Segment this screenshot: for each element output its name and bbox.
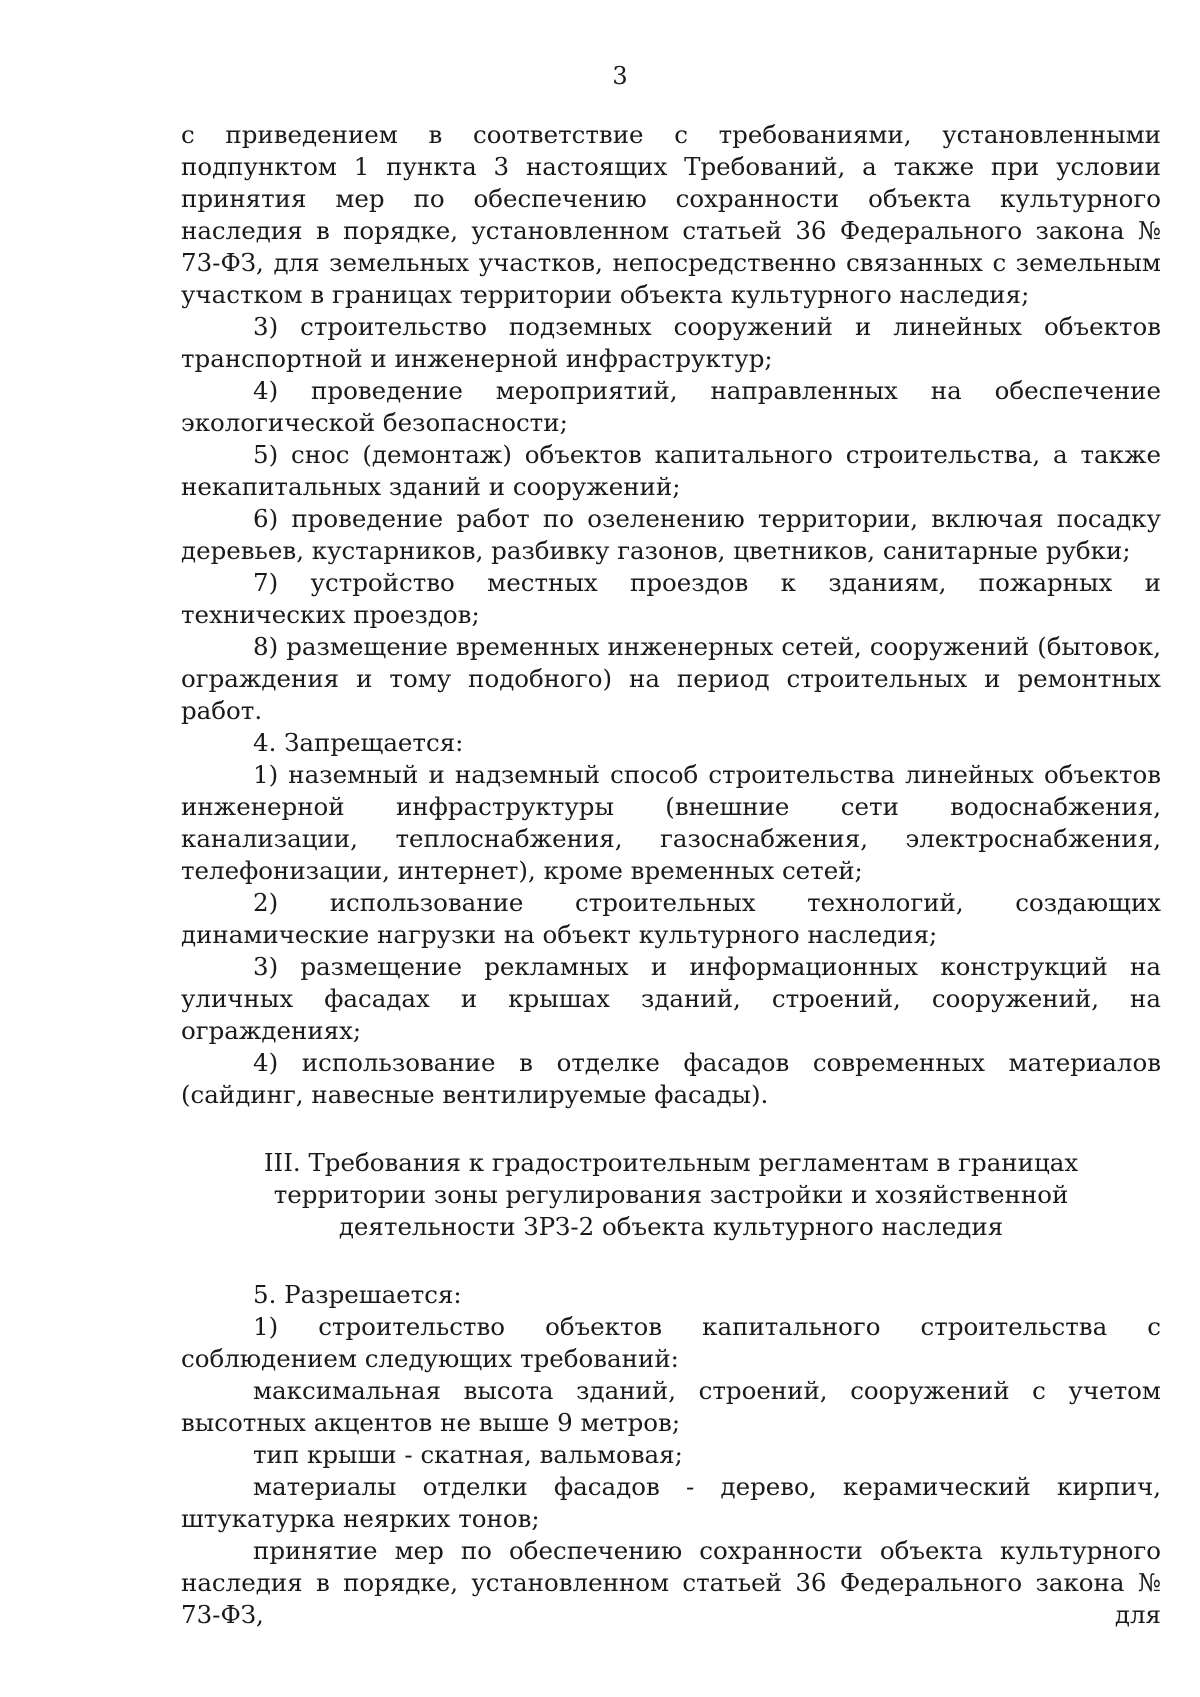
paragraph: с приведением в соответствие с требованиями, установленными подпунктом 1 пункта 3 настоящих Требований, а также при условии принятия мер по обеспечению сохранности объекта культурного наследия в порядке, установленном статьей 36 Федерального закона № 73-ФЗ, для земельных участков, непосредственно связанных с земельным участком в границах территории объекта культурного наследия; [181,120,1161,309]
paragraph: принятие мер по обеспечению сохранности объекта культурного наследия в порядке, установленном статьей 36 Федерального закона № 73-ФЗ, для [181,1536,1161,1629]
section-heading-line-1: III. Требования к градостроительным регламентам в границах [263,1148,1079,1177]
paragraph: 6) проведение работ по озеленению территории, включая посадку деревьев, кустарников, разбивку газонов, цветников, санитарные рубки; [181,504,1161,565]
paragraph: 1) наземный и надземный способ строительства линейных объектов инженерной инфраструктуры (внешние сети водоснабжения, канализации, теплоснабжения, газоснабжения, электроснабжения, телефонизации, интернет), кроме временных сетей; [181,760,1161,885]
paragraph: 3) строительство подземных сооружений и линейных объектов транспортной и инженерной инфраструктур; [181,312,1161,373]
paragraph: 8) размещение временных инженерных сетей, сооружений (бытовок, ограждения и тому подобного) на период строительных и ремонтных работ. [181,632,1161,725]
paragraph: 4) использование в отделке фасадов современных материалов (сайдинг, навесные вентилируемые фасады). [181,1048,1161,1109]
paragraph-group-permissions [181,1279,1161,1631]
page-number: 3 [612,62,628,90]
paragraph: 7) устройство местных проездов к зданиям, пожарных и технических проездов; [181,568,1161,629]
document-body [181,119,1161,1631]
section-heading-line-2: территории зоны регулирования застройки и хозяйственной [273,1180,1069,1209]
paragraph: 4. Запрещается: [253,728,464,757]
paragraph: материалы отделки фасадов - дерево, керамический кирпич, штукатурка неярких тонов; [181,1472,1161,1533]
paragraph: 2) использование строительных технологий, создающих динамические нагрузки на объект культурного наследия; [181,888,1161,949]
paragraph: тип крыши - скатная, вальмовая; [253,1440,683,1469]
paragraph: 3) размещение рекламных и информационных конструкций на уличных фасадах и крышах зданий, строений, сооружений, на ограждениях; [181,952,1161,1045]
paragraph: 4) проведение мероприятий, направленных на обеспечение экологической безопасности; [181,376,1161,437]
paragraph: 1) строительство объектов капитального строительства с соблюдением следующих требований: [181,1312,1161,1373]
paragraph-group-prohibitions [181,119,1161,1111]
paragraph: 5. Разрешается: [253,1280,462,1309]
paragraph: 5) снос (демонтаж) объектов капитального строительства, а также некапитальных зданий и сооружений; [181,440,1161,501]
section-heading [181,1147,1161,1243]
paragraph: максимальная высота зданий, строений, сооружений с учетом высотных акцентов не выше 9 метров; [181,1376,1161,1437]
section-heading-line-3: деятельности ЗРЗ-2 объекта культурного наследия [338,1212,1004,1241]
